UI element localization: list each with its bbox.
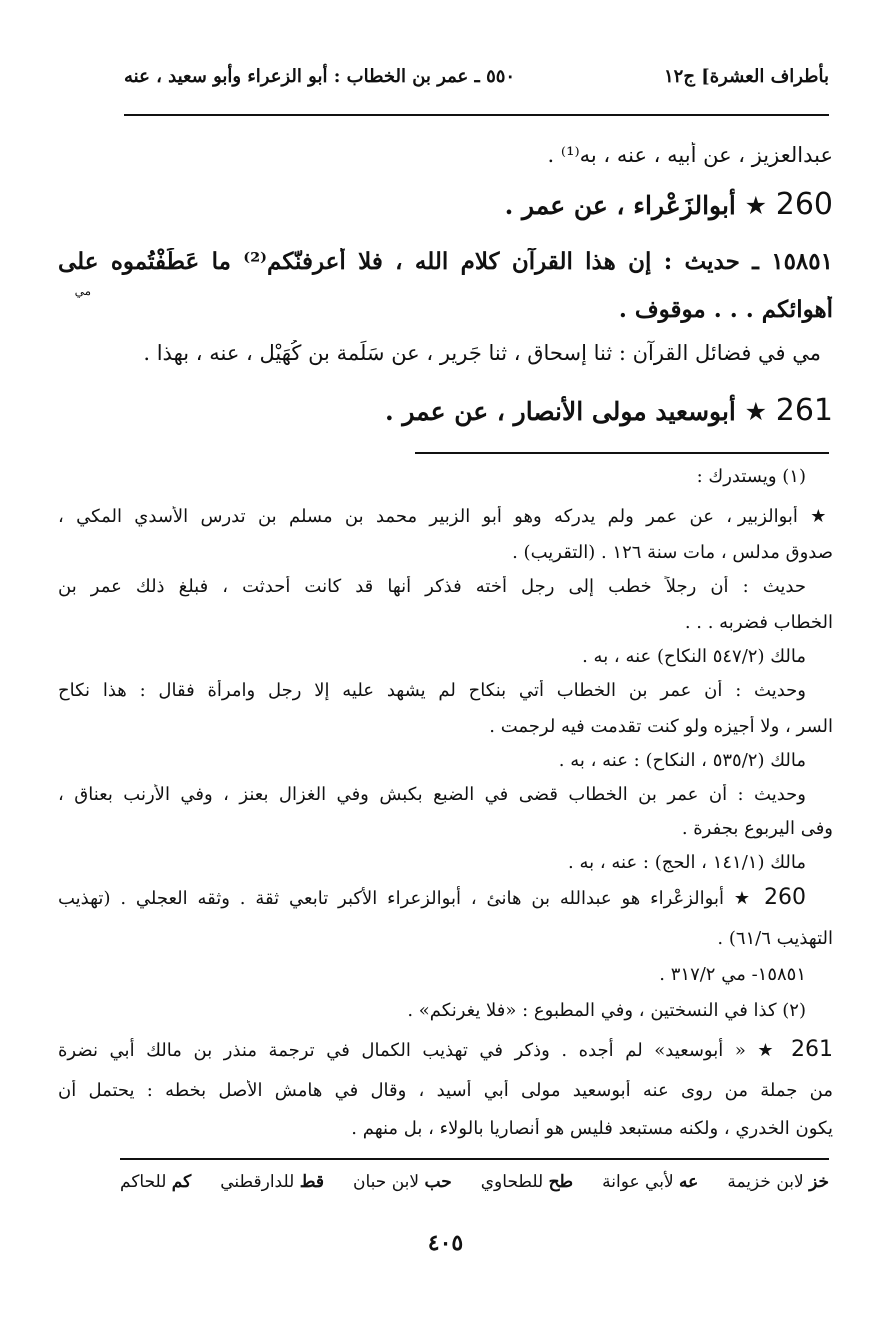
footnote-1-a2: صدوق مدلس ، مات سنة ١٢٦ . (التقريب) . xyxy=(512,542,833,563)
entry-title: أبوسعيد مولى الأنصار ، عن عمر . xyxy=(384,397,736,426)
footnote-261-2: من جملة من روى عنه أبوسعيد مولى أبي أسيد ، وقال في هامش الأصل بخطه : يحتمل أن xyxy=(58,1080,833,1101)
entry-number: 261 xyxy=(775,393,833,428)
footnote-260-2: التهذيب ٦١/٦) . xyxy=(717,928,833,949)
footnote-text: أبوالزبير ، عن عمر ولم يدركه وهو أبو الزبير محمد بن مسلم بن تدرس الأسدي المكي ، xyxy=(58,506,798,527)
hadith-text-line-1: ١٥٨٥١ ـ حديث : إن هذا القرآن كلام الله ، فلا أعرفنّكم⁽²⁾ ما عَطَفْتُموه على xyxy=(58,248,833,275)
legend-item: حب لابن حبان xyxy=(353,1172,452,1192)
footnote-1-d3: مالك (١٤١/١ ، الحج) : عنه ، به . xyxy=(568,852,806,873)
entry-title: أبوالزَعْراء ، عن عمر . xyxy=(504,191,736,220)
header-section: ٥٥٠ ـ عمر بن الخطاب : أبو الزعراء وأبو سعيد ، عنه xyxy=(124,66,516,87)
header-rule xyxy=(124,114,829,116)
hadith-text-line-2: أهوائكم . . . موقوف . xyxy=(618,296,833,323)
entry-260-heading xyxy=(58,186,833,224)
footnote-rule xyxy=(415,452,829,454)
footnote-1-b1: حديث : أن رجلاً خطب إلى رجل أخته فذكر أنها قد كانت أحدثت ، فبلغ ذلك عمر بن xyxy=(58,576,806,597)
legend-item: كم للحاكم xyxy=(120,1172,192,1192)
legend-item: عه لأبي عوانة xyxy=(602,1172,699,1192)
footnote-1-a1 xyxy=(58,506,833,529)
legend-item: خز لابن خزيمة xyxy=(727,1172,829,1192)
footnote-1-title: (١) ويستدرك : xyxy=(696,466,806,487)
star-icon: ★ xyxy=(810,506,833,527)
footnote-1-d2: وفى اليربوع بجفرة . xyxy=(681,818,833,839)
main-line-continuation: عبدالعزيز ، عن أبيه ، عنه ، به⁽¹⁾ . xyxy=(547,143,833,167)
footnote-261-1 xyxy=(58,1036,833,1064)
abbreviation-legend xyxy=(120,1172,829,1192)
footnote-261-3: يكون الخدري ، ولكنه مستبعد فليس هو أنصاريا بالولاء ، بل منهم . xyxy=(351,1118,833,1139)
entry-number: 260 xyxy=(763,885,806,910)
legend-item: طح للطحاوي xyxy=(480,1172,574,1192)
footnote-260-1 xyxy=(58,884,806,912)
footnote-1-b2: الخطاب فضربه . . . xyxy=(684,612,833,633)
header-volume: بأطراف العشرة] ج١٢ xyxy=(663,66,829,87)
footnote-15851: ١٥٨٥١- مي ٣١٧/٢ . xyxy=(659,964,806,985)
page-number: ٤٠٥ xyxy=(427,1230,464,1256)
entry-number: 261 xyxy=(791,1037,833,1062)
footnote-1-c2: السر ، ولا أجيزه ولو كنت تقدمت فيه لرجمت . xyxy=(489,716,833,737)
footnote-1-d1: وحديث : أن عمر بن الخطاب قضى في الضبع بكبش وفي الغزال بعنز ، وفي الأرنب بعناق ، xyxy=(58,784,806,805)
star-icon: ★ xyxy=(744,397,768,426)
footnote-1-c3: مالك (٥٣٥/٢ ، النكاح) : عنه ، به . xyxy=(558,750,806,771)
legend-item: قط للدارقطني xyxy=(220,1172,324,1192)
star-icon: ★ xyxy=(757,1040,780,1061)
footnote-2: (٢) كذا في النسختين ، وفي المطبوع : «فلا يغرنكم» . xyxy=(407,1000,806,1021)
footnote-1-b3: مالك (٥٤٧/٢ النكاح) عنه ، به . xyxy=(582,646,806,667)
footnote-1-c1: وحديث : أن عمر بن الخطاب أتي بنكاح لم يشهد عليه إلا رجل وامرأة فقال : هذا نكاح xyxy=(58,680,806,701)
footnote-text: أبوالزعْراء هو عبدالله بن هانئ ، أبوالزعراء الأكبر تابعي ثقة . وثقه العجلي . (تهذيب xyxy=(58,888,724,909)
hadith-mark: مي xyxy=(74,284,91,298)
entry-number: 260 xyxy=(775,187,833,222)
legend-rule xyxy=(120,1158,829,1160)
entry-261-heading xyxy=(58,392,833,430)
hadith-source: مي في فضائل القرآن : ثنا إسحاق ، ثنا جَرير ، عن سَلَمة بن كُهَيْل ، عنه ، بهذا . xyxy=(143,341,821,365)
star-icon: ★ xyxy=(744,191,768,220)
footnote-text: « أبوسعيد» لم أجده . وذكر في تهذيب الكمال في ترجمة منذر بن مالك أبي نضرة xyxy=(58,1040,746,1061)
star-icon: ★ xyxy=(733,888,755,909)
